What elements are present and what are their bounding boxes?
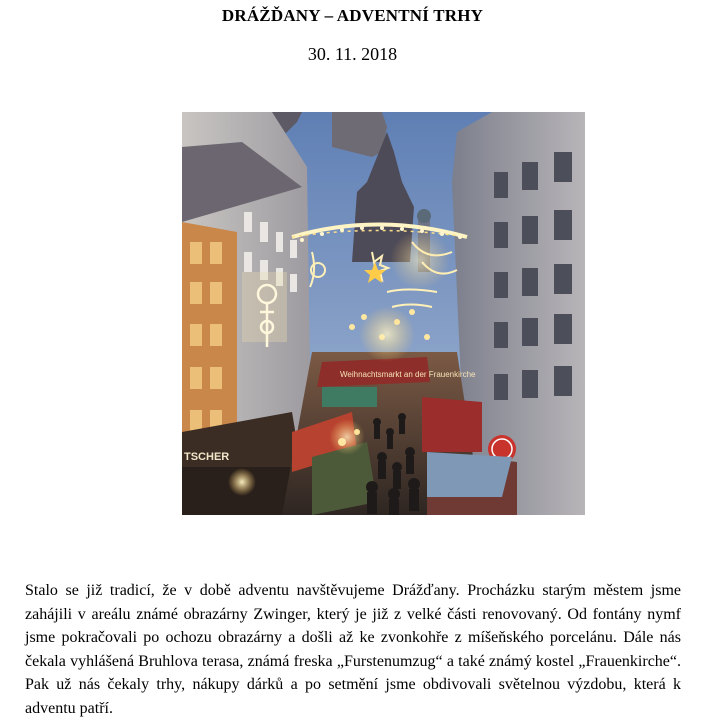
christmas-market-photo bbox=[182, 112, 585, 515]
christmas-market-illustration bbox=[182, 112, 585, 515]
article-paragraph: Stalo se již tradicí, že v době adventu navštěvujeme Drážďany. Procházku starým městem jsme zahájili v areálu známé obrazárny Zwinger, který je již z velké části renovovaný. Od fontány nymf jsme pokračovali po ochozu obrazárny a došli až ke zvonkohře z míšeňského porcelánu. Dále nás čekala vyhlášená Bruhlova terasa, známá freska „Furstenumzug“ a také známý kostel „Frauenkirche“. Pak už nás čekaly trhy, nákupy dárků a po setmění jsme obdivovali světelnou výzdobu, která k adventu patří. bbox=[25, 582, 681, 717]
document-date: 30. 11. 2018 bbox=[307, 44, 398, 64]
document-title: DRÁŽĎANY – ADVENTNÍ TRHY bbox=[221, 6, 484, 25]
stall-sign: Weihnachtsmarkt an der Frauenkirche bbox=[340, 370, 476, 379]
shop-sign: TSCHER bbox=[184, 451, 230, 463]
